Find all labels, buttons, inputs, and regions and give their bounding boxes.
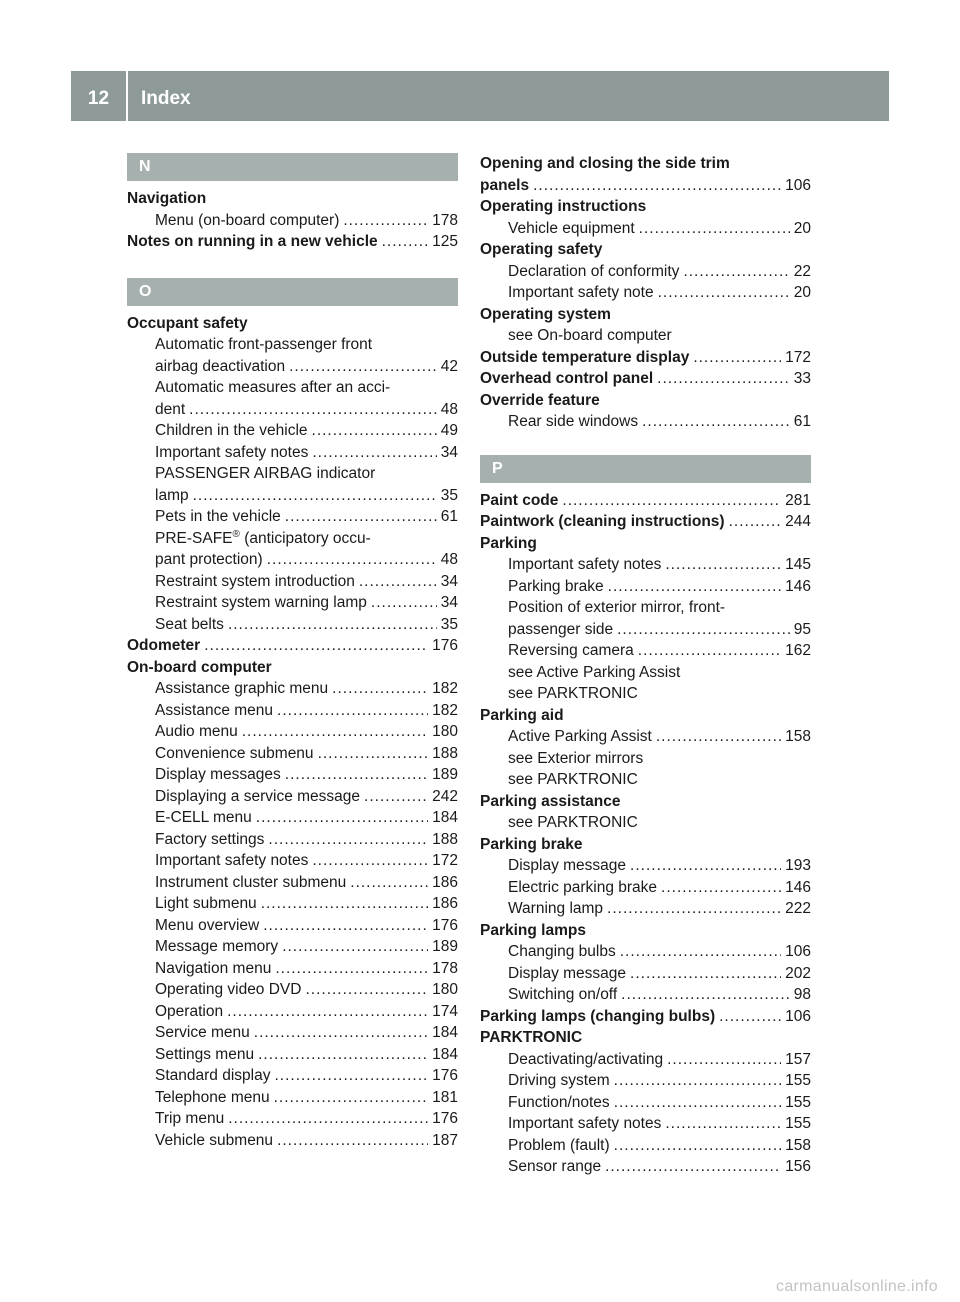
index-entry: Override feature bbox=[480, 391, 600, 409]
page-number: 12 bbox=[87, 88, 110, 109]
index-subentry[interactable]: Standard display ..... 176 bbox=[127, 1065, 458, 1087]
index-subentry[interactable]: Important safety notes ..... 145 bbox=[480, 554, 811, 576]
index-subentry[interactable]: Important safety notes ..... 172 bbox=[127, 850, 458, 872]
index-subentry[interactable]: Telephone menu ..... 181 bbox=[127, 1087, 458, 1109]
index-see-reference[interactable]: see Active Parking Assist bbox=[508, 663, 681, 681]
index-subentry[interactable]: Reversing camera ..... 162 bbox=[480, 640, 811, 662]
index-subentry[interactable]: Electric parking brake ..... 146 bbox=[480, 877, 811, 899]
index-subentry[interactable]: Assistance menu ..... 182 bbox=[127, 700, 458, 722]
index-subentry[interactable]: Active Parking Assist ..... 158 bbox=[480, 726, 811, 748]
page-title: Index bbox=[141, 88, 191, 109]
index-entry[interactable]: panels ..... 106 bbox=[480, 175, 811, 197]
index-entry: Parking aid bbox=[480, 706, 564, 724]
index-see-reference[interactable]: see PARKTRONIC bbox=[508, 685, 638, 702]
index-subentry[interactable]: Children in the vehicle ..... 49 bbox=[127, 420, 458, 442]
index-entry: Parking assistance bbox=[480, 792, 621, 810]
index-entry: Operating instructions bbox=[480, 198, 647, 215]
index-entry: Parking bbox=[480, 534, 537, 552]
index-column-right bbox=[480, 153, 811, 1178]
index-subentry[interactable]: Parking brake ..... 146 bbox=[480, 576, 811, 598]
index-entry[interactable]: Parking lamps (changing bulbs) ..... 106 bbox=[480, 1006, 811, 1028]
index-subentry[interactable]: Vehicle submenu ..... 187 bbox=[127, 1130, 458, 1152]
index-subentry[interactable]: Convenience submenu ..... 188 bbox=[127, 743, 458, 765]
index-subentry: PRE-SAFE® (anticipatory occu- bbox=[155, 528, 371, 547]
index-subentry[interactable]: Warning lamp ..... 222 bbox=[480, 898, 811, 920]
index-subentry[interactable]: Changing bulbs ..... 106 bbox=[480, 941, 811, 963]
index-subentry[interactable]: Important safety notes ..... 155 bbox=[480, 1113, 811, 1135]
index-entry: Navigation bbox=[127, 190, 207, 207]
index-subentry: Automatic front-passenger front bbox=[155, 336, 373, 353]
index-entry: Operating safety bbox=[480, 241, 603, 258]
index-subentry[interactable]: Important safety notes ..... 34 bbox=[127, 442, 458, 464]
index-see-reference[interactable]: see PARKTRONIC bbox=[508, 814, 638, 831]
index-subentry[interactable]: Display messages ..... 189 bbox=[127, 764, 458, 786]
registered-mark: ® bbox=[232, 528, 240, 540]
index-entry[interactable]: Odometer ..... 176 bbox=[127, 635, 458, 657]
index-entry: Parking brake bbox=[480, 835, 583, 853]
index-subentry[interactable]: Settings menu ..... 184 bbox=[127, 1044, 458, 1066]
index-subentry[interactable]: Problem (fault) ..... 158 bbox=[480, 1135, 811, 1157]
index-subentry[interactable]: Deactivating/activating ..... 157 bbox=[480, 1049, 811, 1071]
index-subentry[interactable]: Menu (on-board computer) ..... 178 bbox=[127, 210, 458, 232]
header-divider bbox=[126, 71, 128, 121]
index-subentry[interactable]: Factory settings ..... 188 bbox=[127, 829, 458, 851]
index-subentry[interactable]: Restraint system introduction ..... 34 bbox=[127, 571, 458, 593]
index-subentry[interactable]: Rear side windows ..... 61 bbox=[480, 411, 811, 433]
index-entry: Operating system bbox=[480, 305, 611, 323]
index-see-reference[interactable]: see On-board computer bbox=[508, 327, 672, 344]
index-entry: On-board computer bbox=[127, 658, 272, 676]
index-subentry[interactable]: Pets in the vehicle ..... 61 bbox=[127, 506, 458, 528]
watermark: carmanualsonline.info bbox=[776, 1278, 938, 1295]
section-header-n: N bbox=[127, 153, 458, 181]
index-subentry[interactable]: Trip menu ..... 176 bbox=[127, 1108, 458, 1130]
index-subentry[interactable]: lamp ..... 35 bbox=[127, 485, 458, 507]
index-entry[interactable]: Notes on running in a new vehicle ..... 125 bbox=[127, 231, 458, 253]
index-subentry: PASSENGER AIRBAG indicator bbox=[155, 465, 376, 482]
index-subentry[interactable]: Vehicle equipment ..... 20 bbox=[480, 218, 811, 240]
index-subentry[interactable]: dent ..... 48 bbox=[127, 399, 458, 421]
index-subentry[interactable]: Restraint system warning lamp ..... 34 bbox=[127, 592, 458, 614]
index-subentry: Automatic measures after an acci- bbox=[155, 379, 391, 396]
index-subentry[interactable]: airbag deactivation ..... 42 bbox=[127, 356, 458, 378]
index-entry: PARKTRONIC bbox=[480, 1029, 583, 1046]
index-subentry[interactable]: pant protection) ..... 48 bbox=[127, 549, 458, 571]
index-column-left bbox=[127, 153, 458, 1151]
index-entry: Parking lamps bbox=[480, 921, 586, 939]
index-subentry[interactable]: Sensor range ..... 156 bbox=[480, 1156, 811, 1178]
index-subentry[interactable]: Declaration of conformity ..... 22 bbox=[480, 261, 811, 283]
index-subentry[interactable]: Navigation menu ..... 178 bbox=[127, 958, 458, 980]
index-entry[interactable]: Paintwork (cleaning instructions) ..... 244 bbox=[480, 511, 811, 533]
index-subentry[interactable]: Display message ..... 202 bbox=[480, 963, 811, 985]
index-entry: Opening and closing the side trim bbox=[480, 155, 730, 172]
index-subentry[interactable]: E-CELL menu ..... 184 bbox=[127, 807, 458, 829]
index-subentry[interactable]: Switching on/off ..... 98 bbox=[480, 984, 811, 1006]
section-header-p: P bbox=[480, 455, 811, 483]
index-subentry[interactable]: Function/notes ..... 155 bbox=[480, 1092, 811, 1114]
index-subentry[interactable]: Light submenu ..... 186 bbox=[127, 893, 458, 915]
index-subentry[interactable]: Operation ..... 174 bbox=[127, 1001, 458, 1023]
index-subentry[interactable]: Display message ..... 193 bbox=[480, 855, 811, 877]
index-see-reference[interactable]: see Exterior mirrors bbox=[508, 749, 644, 767]
index-subentry[interactable]: Assistance graphic menu ..... 182 bbox=[127, 678, 458, 700]
index-subentry[interactable]: Displaying a service message ..... 242 bbox=[127, 786, 458, 808]
index-subentry[interactable]: Message memory ..... 189 bbox=[127, 936, 458, 958]
index-subentry[interactable]: Operating video DVD ..... 180 bbox=[127, 979, 458, 1001]
index-entry: Occupant safety bbox=[127, 314, 248, 332]
index-subentry[interactable]: Menu overview ..... 176 bbox=[127, 915, 458, 937]
index-entry[interactable]: Paint code ..... 281 bbox=[480, 490, 811, 512]
index-entry[interactable]: Overhead control panel ..... 33 bbox=[480, 368, 811, 390]
section-header-o: O bbox=[127, 278, 458, 306]
index-subentry[interactable]: Audio menu ..... 180 bbox=[127, 721, 458, 743]
index-entry[interactable]: Outside temperature display ..... 172 bbox=[480, 347, 811, 369]
index-subentry[interactable]: Instrument cluster submenu ..... 186 bbox=[127, 872, 458, 894]
index-subentry[interactable]: Important safety note ..... 20 bbox=[480, 282, 811, 304]
index-see-reference[interactable]: see PARKTRONIC bbox=[508, 771, 638, 788]
page-header bbox=[71, 71, 889, 121]
index-subentry[interactable]: Service menu ..... 184 bbox=[127, 1022, 458, 1044]
index-subentry: Position of exterior mirror, front- bbox=[508, 599, 726, 616]
index-subentry[interactable]: Seat belts ..... 35 bbox=[127, 614, 458, 636]
index-subentry[interactable]: passenger side ..... 95 bbox=[480, 619, 811, 641]
index-subentry[interactable]: Driving system ..... 155 bbox=[480, 1070, 811, 1092]
